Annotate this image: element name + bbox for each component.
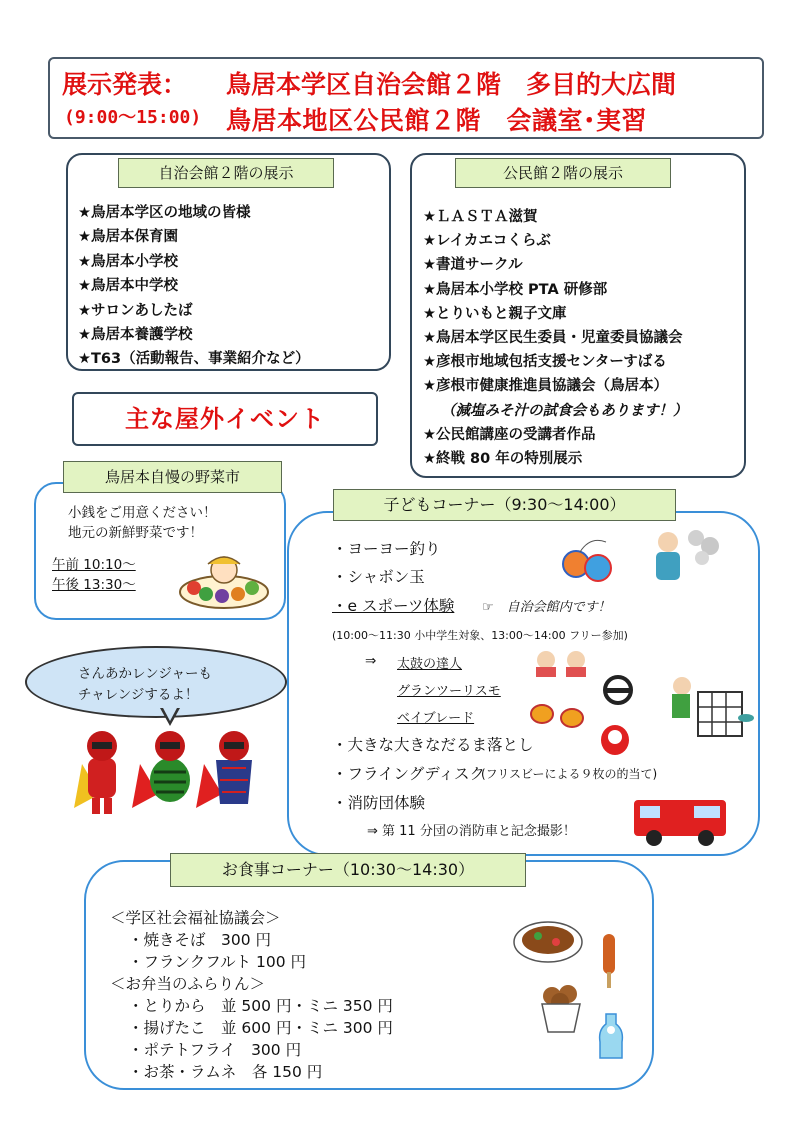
game-beyblade: ベイブレード [397, 711, 475, 726]
kids-disc: ・フライングディスク [332, 765, 485, 783]
rangers-mascot-icon [70, 724, 270, 824]
veg-time2: 午後 13:30～ [52, 577, 136, 593]
kominkan-list [423, 205, 688, 471]
bubble-line1: さんあかレンジャーも [78, 666, 213, 682]
food-group1: ＜学区社会福祉協議会＞ [110, 909, 281, 927]
veg-time1: 午前 10:10～ [52, 557, 136, 573]
karaage-cup-icon [536, 980, 586, 1034]
list-item: ★とりいもと親子文庫 [423, 305, 567, 322]
list-item: ★鳥居本小学校 PTA 研修部 [423, 281, 608, 298]
kids-bubbles: ・シャボン玉 [332, 568, 425, 586]
food-item: ・とりから 並 500 円・ミニ 350 円 [128, 997, 393, 1015]
list-item: ★鳥居本中学校 [78, 278, 178, 295]
list-item: ★レイカエコくらぶ [423, 233, 551, 250]
header-banner [48, 57, 764, 139]
list-item: ★終戦 80 年の特別展示 [423, 450, 583, 467]
list-item: ★公民館講座の受講者作品 [423, 426, 596, 443]
kids-corner-tab: 子どもコーナー（9:30～14:00） [333, 489, 676, 521]
food-group2: ＜お弁当のふらりん＞ [110, 975, 266, 993]
list-item: ★彦根市健康推進員協議会（鳥居本） [423, 378, 668, 395]
food-item: ・揚げたこ 並 600 円・ミニ 300 円 [128, 1019, 393, 1037]
list-item: ★鳥居本学区民生委員・児童委員協議会 [423, 329, 683, 346]
exhibit-venue-2: 鳥居本地区公民館２階 会議室･実習 [226, 106, 648, 135]
list-item: ★鳥居本保育園 [78, 229, 178, 246]
food-item: ・フランクフルト 100 円 [128, 953, 307, 971]
kids-disc-note: (フリスビーによる９枚の的当て) [481, 767, 658, 781]
vegetable-basket-icon [176, 548, 272, 612]
exhibit-venue-1: 鳥居本学区自治会館２階 多目的大広間 [226, 70, 677, 99]
game-gran-turismo: グランツーリスモ [397, 684, 501, 699]
kids-yoyo: ・ヨーヨー釣り [332, 540, 441, 558]
list-item: ★鳥居本学区の地域の皆様 [78, 205, 251, 221]
food-item: ・お茶・ラムネ 各 150 円 [128, 1063, 323, 1081]
veg-line1: 小銭をご用意ください！ [68, 505, 217, 521]
frankfurter-icon [596, 930, 622, 990]
list-item-note: （減塩みそ汁の試食会もあります！） [441, 402, 688, 419]
bubble-line2: チャレンジするよ！ [78, 687, 199, 703]
fire-truck-icon [630, 790, 734, 848]
vegetable-market-tab: 鳥居本自慢の野菜市 [63, 461, 282, 493]
list-item: ★鳥居本小学校 [78, 253, 178, 270]
beyblade-icon [528, 700, 588, 732]
kids-esports-time: (10:00～11:30 小中学生対象、13:00～14:00 フリー参加) [332, 629, 628, 642]
food-corner-tab: お食事コーナー（10:30～14:30） [170, 853, 526, 887]
list-item: ★書道サークル [423, 257, 523, 274]
steering-wheel-icon [602, 674, 634, 706]
food-item: ・ポテトフライ 300 円 [128, 1041, 302, 1059]
taiko-kids-icon [532, 648, 592, 678]
food-item: ・焼きそば 300 円 [128, 931, 272, 949]
daruma-icon [598, 722, 632, 756]
veg-line2: 地元の新鮮野菜です！ [68, 525, 203, 541]
speech-bubble [25, 646, 287, 718]
kids-esports-note: ☞ 自治会館内です！ [482, 600, 611, 615]
soap-bubble-child-icon [648, 522, 724, 584]
arrow-icon: ⇒ [365, 653, 377, 669]
yakisoba-icon [510, 914, 586, 968]
jichikaikan-list [78, 201, 310, 372]
list-item: ★彦根市地域包括支援センターすばる [423, 354, 667, 371]
list-item: ★ＬＡＳＴＡ滋賀 [423, 209, 538, 225]
outdoor-events-title: 主な屋外イベント [72, 392, 378, 446]
kids-fire-note: ⇒ 第 11 分団の消防車と記念撮影！ [367, 824, 576, 839]
list-item: ★サロンあしたば [78, 302, 193, 319]
game-taiko: 太鼓の達人 [397, 657, 463, 672]
list-item: ★鳥居本養護学校 [78, 326, 193, 343]
jichikaikan-tab: 自治会館２階の展示 [118, 158, 334, 188]
list-item: ★T63（活動報告、事業紹介など） [78, 351, 310, 368]
kids-daruma: ・大きな大きなだるま落とし [332, 736, 534, 754]
yoyo-balloon-icon [560, 534, 616, 586]
kominkan-tab: 公民館２階の展示 [455, 158, 671, 188]
exhibit-time: (9:00～15:00) [64, 107, 202, 128]
kids-fire: ・消防団体験 [332, 794, 426, 812]
disc-target-icon [660, 674, 760, 754]
exhibit-label: 展示発表： [62, 70, 188, 99]
ramune-bottle-icon [596, 1012, 626, 1062]
kids-esports: ・e スポーツ体験 [332, 597, 455, 615]
speech-bubble-tail-fill [162, 706, 178, 721]
